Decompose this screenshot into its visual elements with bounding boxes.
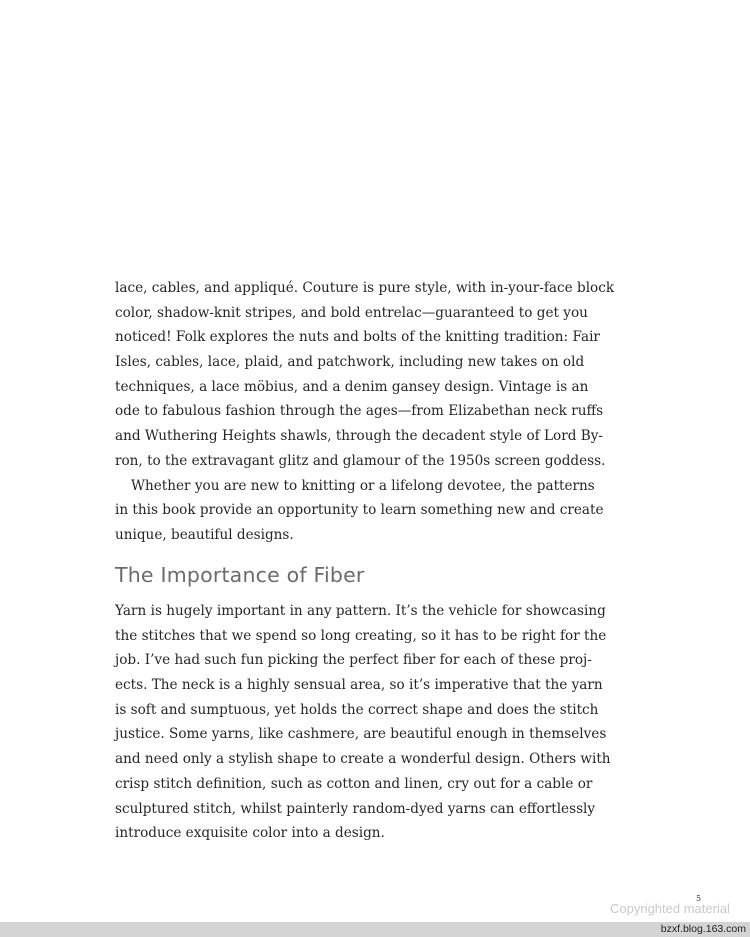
text-line: and need only a stylish shape to create a wonderful design. Others with [115,751,611,768]
text-line: techniques, a lace möbius, and a denim gansey design. Vintage is an [115,378,589,395]
copyright-watermark: Copyrighted material [610,901,730,916]
text-line: color, shadow-knit stripes, and bold entrelac—guaranteed to get you [115,304,588,321]
source-url: bzxf.blog.163.com [660,923,746,935]
text-line: Isles, cables, lace, plaid, and patchwork, including new takes on old [115,354,585,371]
text-line: ects. The neck is a highly sensual area, so it’s imperative that the yarn [115,677,603,694]
text-line: justice. Some yarns, like cashmere, are beautiful enough in themselves [115,726,607,743]
text-line: sculptured stitch, whilst painterly random-dyed yarns can effortlessly [115,800,596,817]
page-number: 5 [696,894,702,903]
text-line: ode to fabulous fashion through the ages—from Elizabethan neck ruffs [115,403,604,420]
paragraph-fiber [115,599,615,846]
paragraph-intro-continued [115,276,615,548]
text-line: unique, beautiful designs. [115,526,294,543]
text-line: crisp stitch definition, such as cotton and linen, cry out for a cable or [115,775,593,792]
text-line: introduce exquisite color into a design. [115,825,385,842]
text-line: noticed! Folk explores the nuts and bolts of the knitting tradition: Fair [115,329,600,346]
text-line: Yarn is hugely important in any pattern. It’s the vehicle for showcasing [115,603,606,619]
footer-bar [0,922,750,937]
text-line: in this book provide an opportunity to learn something new and create [115,502,604,519]
text-line: job. I’ve had such fun picking the perfect fiber for each of these proj- [115,652,592,669]
text-line: ron, to the extravagant glitz and glamour of the 1950s screen goddess. [115,452,606,469]
text-line: Whether you are new to knitting or a lifelong devotee, the patterns [131,477,595,494]
text-line: the stitches that we spend so long creating, so it has to be right for the [115,627,607,644]
text-line: and Wuthering Heights shawls, through the decadent style of Lord By- [115,428,603,445]
text-line: is soft and sumptuous, yet holds the correct shape and does the stitch [115,701,599,718]
text-line: lace, cables, and appliqué. Couture is pure style, with in-your-face block [115,280,615,296]
section-heading: The Importance of Fiber [115,563,365,587]
